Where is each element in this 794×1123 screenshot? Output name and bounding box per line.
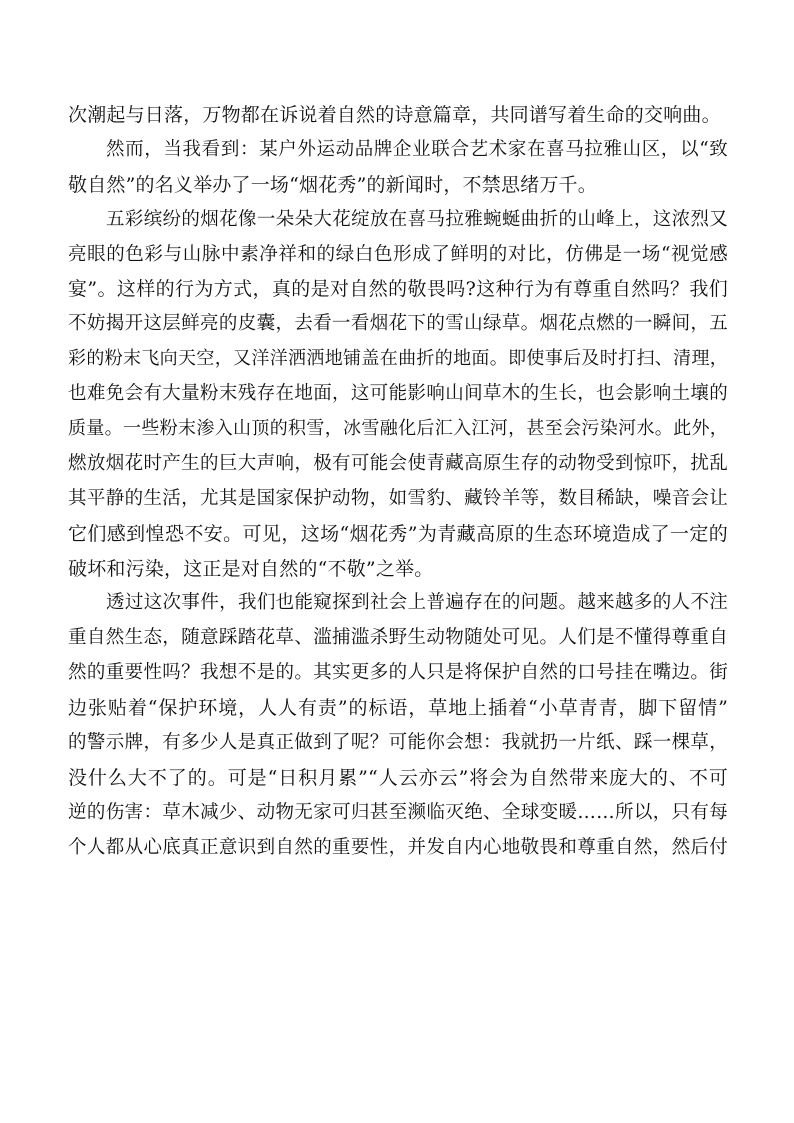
text-line: 然的重要性吗？我想不是的。其实更多的人只是将保护自然的口号挂在嘴边。街 <box>68 662 728 684</box>
text-line: 燃放烟花时产生的巨大声响，极有可能会使青藏高原生存的动物受到惊吓，扰乱 <box>68 452 728 474</box>
text-line: 逆的伤害：草木减少、动物无家可归甚至濒临灭绝、全球变暖……所以，只有每 <box>68 801 728 823</box>
text-line: 五彩缤纷的烟花像一朵朵大花绽放在喜马拉雅蜿蜒曲折的山峰上，这浓烈又 <box>106 208 728 230</box>
text-line: 宴”。这样的行为方式，真的是对自然的敬畏吗?这种行为有尊重自然吗？我们 <box>68 278 728 301</box>
text-line: 也难免会有大量粉末残存在地面，这可能影响山间草木的生长，也会影响土壤的 <box>68 383 728 405</box>
text-line: 个人都从心底真正意识到自然的重要性，并发自内心地敬畏和尊重自然，然后付 <box>68 836 728 858</box>
text-line: 破坏和污染，这正是对自然的“不敬”之举。 <box>68 557 434 580</box>
essay-body <box>68 98 728 866</box>
text-line: 然而，当我看到：某户外运动品牌企业联合艺术家在喜马拉雅山区，以“致 <box>106 138 728 160</box>
text-line: 敬自然”的名义举办了一场“烟花秀”的新闻时，不禁思绪万千。 <box>68 173 597 196</box>
text-line: 没什么大不了的。可是“日积月累”“人云亦云”将会为自然带来庞大的、不可 <box>68 766 728 789</box>
text-line: 不妨揭开这层鲜亮的皮囊，去看一看烟花下的雪山绿草。烟花点燃的一瞬间，五 <box>68 313 728 335</box>
text-line: 它们感到惶恐不安。可见，这场“烟花秀”为青藏高原的生态环境造成了一定的 <box>68 522 728 545</box>
text-line: 彩的粉末飞向天空，又洋洋洒洒地铺盖在曲折的地面。即使事后及时打扫、清理， <box>68 348 728 370</box>
text-line: 的警示牌，有多少人是真正做到了呢？可能你会想：我就扔一片纸、踩一棵草， <box>68 732 728 754</box>
text-line: 质量。一些粉末渗入山顶的积雪，冰雪融化后汇入江河，甚至会污染河水。此外， <box>68 418 728 440</box>
text-line: 其平静的生活，尤其是国家保护动物，如雪豹、藏铃羊等，数目稀缺，噪音会让 <box>68 487 728 509</box>
text-line: 亮眼的色彩与山脉中素净祥和的绿白色形成了鲜明的对比，仿佛是一场“视觉感 <box>68 243 728 265</box>
text-line: 边张贴着“保护环境，人人有责”的标语，草地上插着“小草青青，脚下留情” <box>68 697 728 720</box>
text-line: 次潮起与日落，万物都在诉说着自然的诗意篇章，共同谱写着生命的交响曲。 <box>68 104 721 126</box>
text-line: 透过这次事件，我们也能窥探到社会上普遍存在的问题。越来越多的人不注 <box>106 592 728 614</box>
text-line: 重自然生态，随意踩踏花草、滥捕滥杀野生动物随处可见。人们是不懂得尊重自 <box>68 627 728 649</box>
